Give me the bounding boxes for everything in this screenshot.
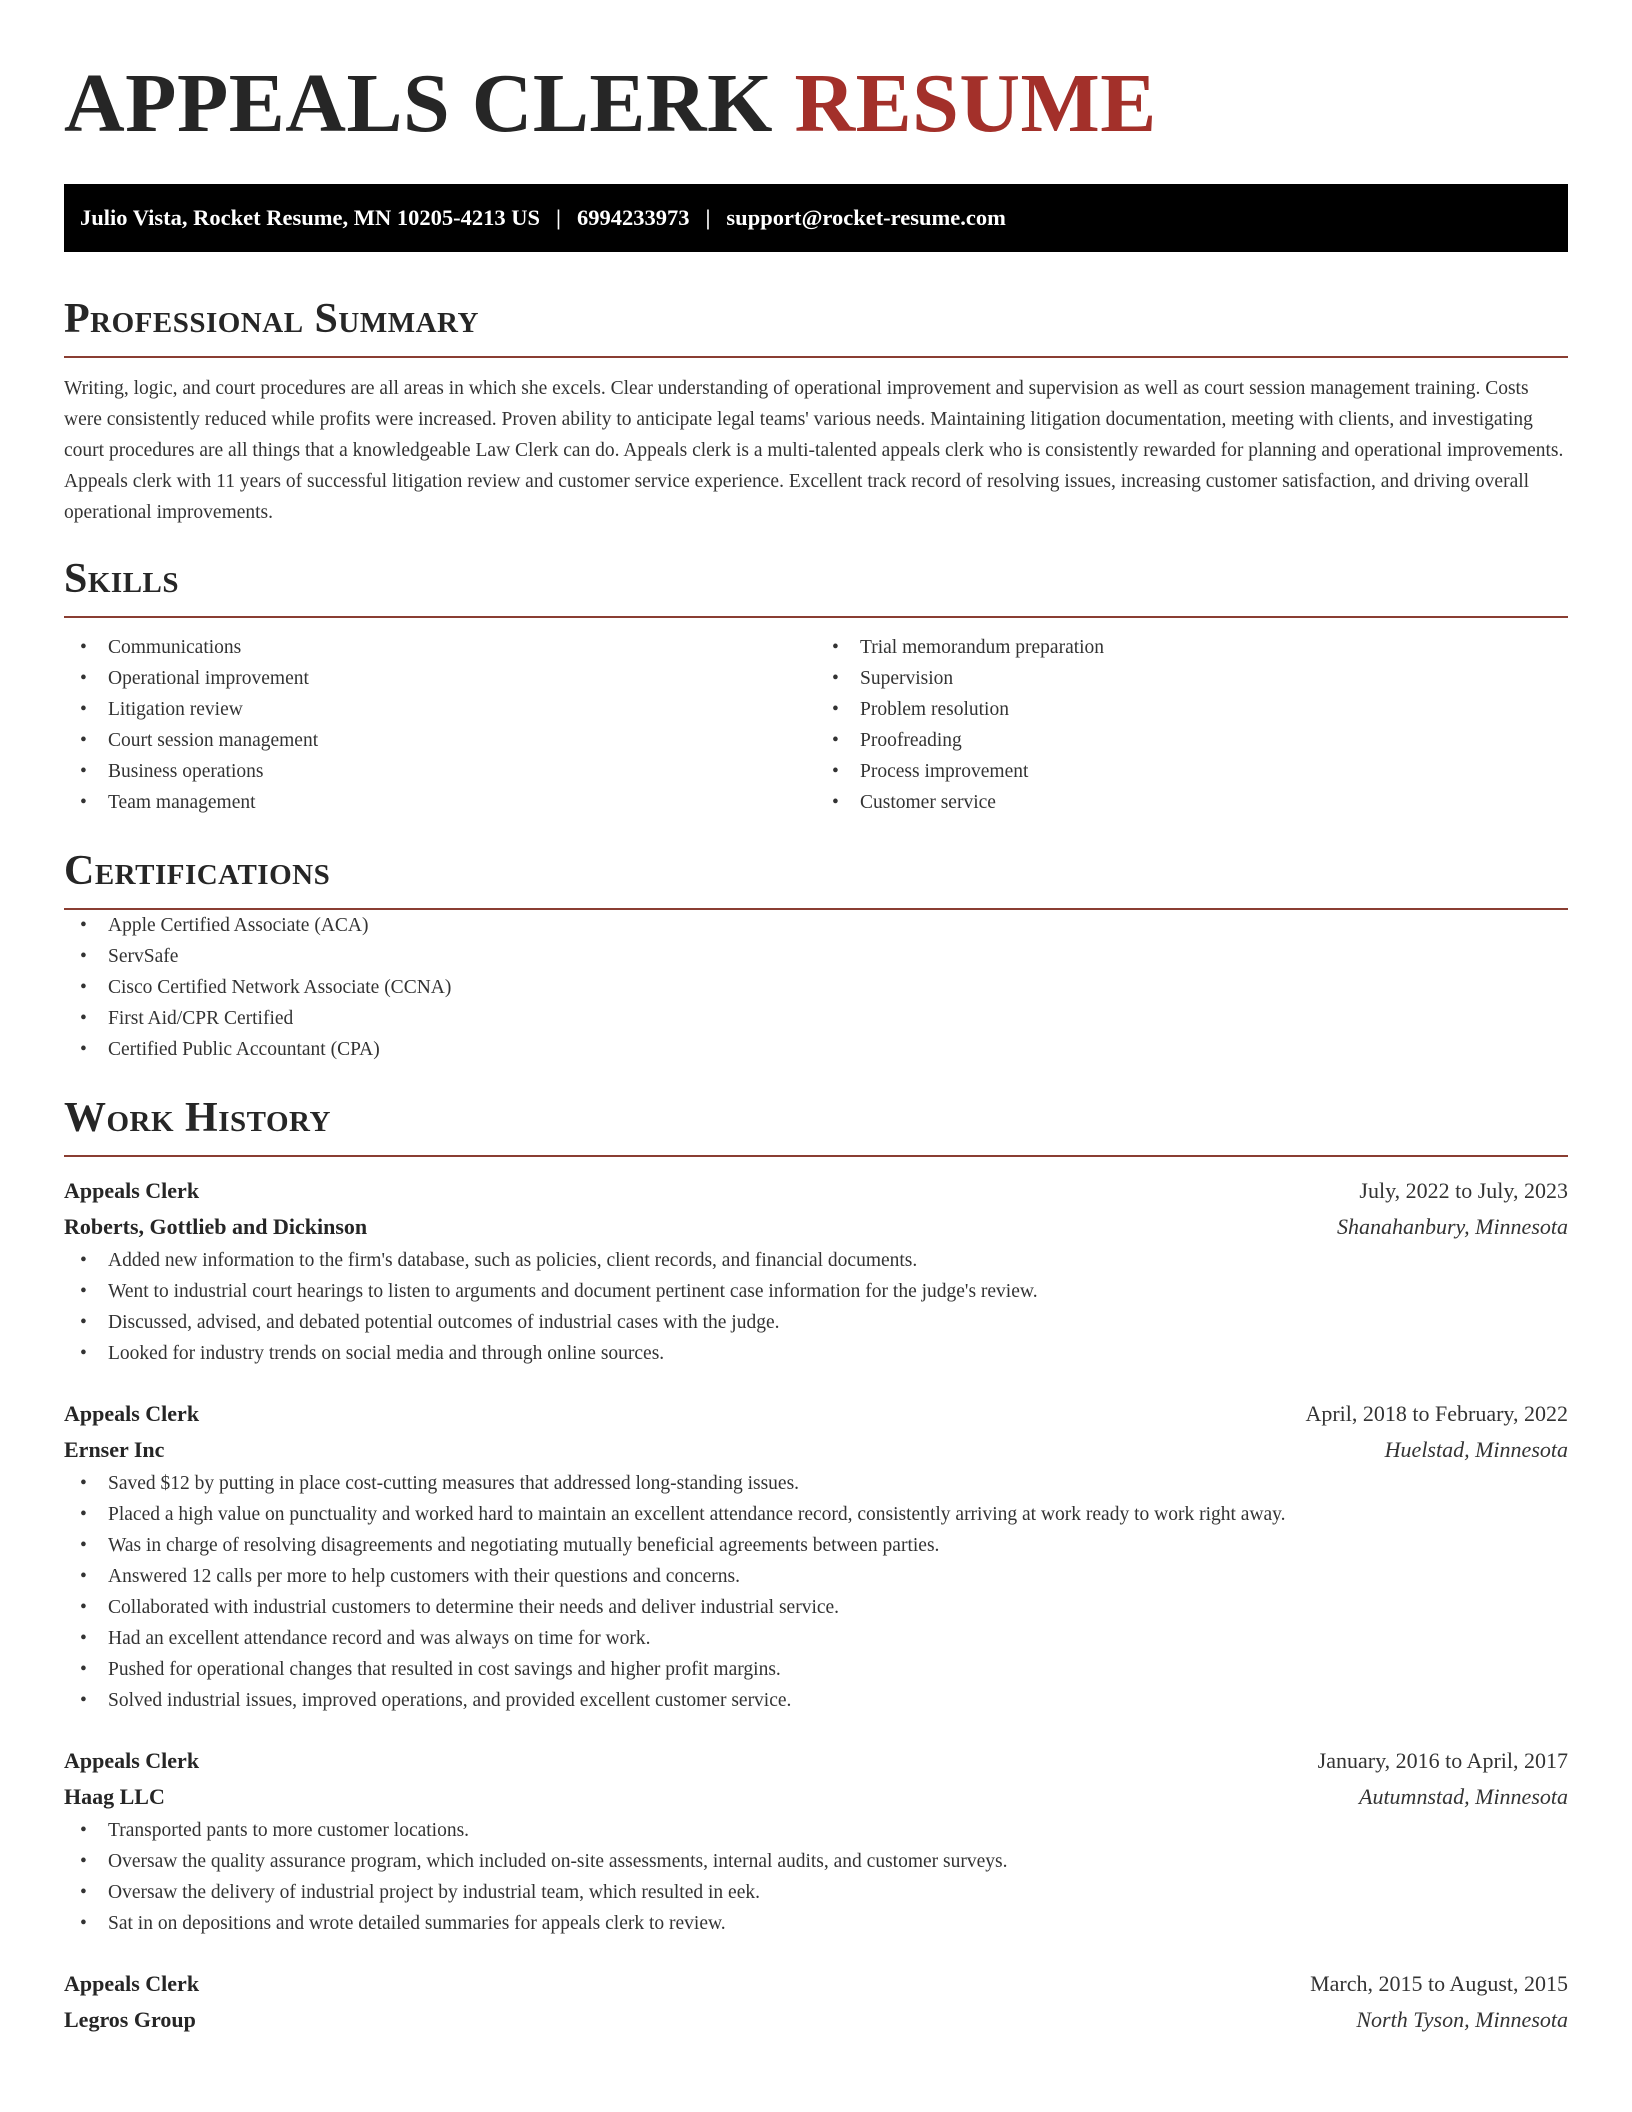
skill-item: • Customer service xyxy=(816,787,1568,818)
job-company: Roberts, Gottlieb and Dickinson xyxy=(64,1214,368,1239)
job-duty: • Answered 12 calls per more to help customers with their questions and concerns. xyxy=(64,1561,1568,1592)
job-duties xyxy=(64,1815,1568,1939)
job-company-row xyxy=(64,1779,1568,1815)
job-duty: • Transported pants to more customer locations. xyxy=(64,1815,1568,1846)
section-heading-work-history: Work History xyxy=(64,1095,331,1141)
section-divider xyxy=(64,1155,1568,1157)
certification-item: • Cisco Certified Network Associate (CCNA) xyxy=(64,972,1568,1003)
certification-item: • Apple Certified Associate (ACA) xyxy=(64,910,1568,941)
contact-separator: | xyxy=(555,205,561,230)
job-location: Huelstad, Minnesota xyxy=(1384,1437,1568,1462)
job-duty: • Pushed for operational changes that resulted in cost savings and higher profit margins. xyxy=(64,1654,1568,1685)
job-duty: • Sat in on depositions and wrote detailed summaries for appeals clerk to review. xyxy=(64,1908,1568,1939)
section-divider xyxy=(64,356,1568,358)
certification-item: • ServSafe xyxy=(64,941,1568,972)
job-dates: July, 2022 to July, 2023 xyxy=(1359,1178,1568,1203)
summary-text: Writing, logic, and court procedures are all areas in which she excels. Clear understanding of operational improvement and supervision as well as court session management training. Costs were consistently reduced while profits were increased. Proven ability to anticipate legal teams' various needs. Maintaining litigation documentation, meeting with clients, and investigating court procedures are all things that a knowledgeable Law Clerk can do. Appeals clerk is a multi-talented appeals clerk who is consistently rewarded for planning and operational improvements. Appeals clerk with 11 years of successful litigation review and customer service experience. Excellent track record of resolving issues, increasing customer satisfaction, and driving overall operational improvements. xyxy=(64,378,1564,523)
skill-item: • Court session management xyxy=(64,725,816,756)
section-heading-summary: Professional Summary xyxy=(64,296,479,342)
job-entry xyxy=(64,1743,1568,1939)
job-company: Legros Group xyxy=(64,2007,196,2032)
job-dates: March, 2015 to August, 2015 xyxy=(1310,1971,1568,1996)
job-dates: January, 2016 to April, 2017 xyxy=(1317,1748,1568,1773)
job-duty: • Collaborated with industrial customers to determine their needs and deliver industrial service. xyxy=(64,1592,1568,1623)
job-entry xyxy=(64,1396,1568,1716)
skill-item: • Proofreading xyxy=(816,725,1568,756)
job-header-row xyxy=(64,1743,1568,1779)
skill-item: • Operational improvement xyxy=(64,663,816,694)
section-heading-skills: Skills xyxy=(64,556,180,602)
skills-list-left xyxy=(64,632,816,818)
certification-item: • First Aid/CPR Certified xyxy=(64,1003,1568,1034)
resume-title xyxy=(64,0,1568,150)
job-title: Appeals Clerk xyxy=(64,1178,200,1203)
job-duty: • Saved $12 by putting in place cost-cutting measures that addressed long-standing issues. xyxy=(64,1468,1568,1499)
job-company: Haag LLC xyxy=(64,1784,165,1809)
title-accent: RESUME xyxy=(794,57,1157,150)
job-title: Appeals Clerk xyxy=(64,1971,200,1996)
contact-address: Julio Vista, Rocket Resume, MN 10205-4213 US xyxy=(80,205,540,230)
job-title: Appeals Clerk xyxy=(64,1748,200,1773)
skill-item: • Litigation review xyxy=(64,694,816,725)
job-location: North Tyson, Minnesota xyxy=(1356,2007,1568,2032)
skills-columns xyxy=(64,632,1568,818)
job-duty: • Placed a high value on punctuality and worked hard to maintain an excellent attendance record, consistently arriving at work ready to work right away. xyxy=(64,1499,1568,1530)
skill-item: • Trial memorandum preparation xyxy=(816,632,1568,663)
contact-separator: | xyxy=(705,205,711,230)
skill-item: • Problem resolution xyxy=(816,694,1568,725)
job-duties xyxy=(64,1468,1568,1716)
certification-item: • Certified Public Accountant (CPA) xyxy=(64,1034,1568,1065)
job-header-row xyxy=(64,1173,1568,1209)
job-header-row xyxy=(64,1396,1568,1432)
job-entry xyxy=(64,1173,1568,1369)
job-location: Autumnstad, Minnesota xyxy=(1359,1784,1568,1809)
job-company: Ernser Inc xyxy=(64,1437,165,1462)
job-company-row xyxy=(64,2002,1568,2038)
skill-item: • Team management xyxy=(64,787,816,818)
job-duty: • Discussed, advised, and debated potential outcomes of industrial cases with the judge. xyxy=(64,1307,1568,1338)
job-dates: April, 2018 to February, 2022 xyxy=(1305,1401,1568,1426)
job-duty: • Oversaw the delivery of industrial project by industrial team, which resulted in eek. xyxy=(64,1877,1568,1908)
job-duty: • Oversaw the quality assurance program, which included on-site assessments, internal audits, and customer surveys. xyxy=(64,1846,1568,1877)
job-header-row xyxy=(64,1966,1568,2002)
contact-email: support@rocket-resume.com xyxy=(726,205,1006,230)
skill-item: • Process improvement xyxy=(816,756,1568,787)
job-duty: • Had an excellent attendance record and was always on time for work. xyxy=(64,1623,1568,1654)
job-company-row xyxy=(64,1432,1568,1468)
job-duty: • Was in charge of resolving disagreements and negotiating mutually beneficial agreements between parties. xyxy=(64,1530,1568,1561)
job-duties xyxy=(64,1245,1568,1369)
skill-item: • Supervision xyxy=(816,663,1568,694)
section-divider xyxy=(64,616,1568,618)
job-duty: • Looked for industry trends on social media and through online sources. xyxy=(64,1338,1568,1369)
job-company-row xyxy=(64,1209,1568,1245)
contact-bar xyxy=(64,184,1568,252)
certifications-list xyxy=(64,910,1568,1065)
job-duty: • Went to industrial court hearings to listen to arguments and document pertinent case information for the judge's review. xyxy=(64,1276,1568,1307)
skill-item: • Business operations xyxy=(64,756,816,787)
job-location: Shanahanbury, Minnesota xyxy=(1337,1214,1568,1239)
job-entry xyxy=(64,1966,1568,2038)
title-main: APPEALS CLERK xyxy=(64,57,773,150)
job-duty: • Added new information to the firm's database, such as policies, client records, and financial documents. xyxy=(64,1245,1568,1276)
job-duty: • Solved industrial issues, improved operations, and provided excellent customer service. xyxy=(64,1685,1568,1716)
job-title: Appeals Clerk xyxy=(64,1401,200,1426)
skills-list-right xyxy=(816,632,1568,818)
section-heading-certifications: Certifications xyxy=(64,848,331,894)
skill-item: • Communications xyxy=(64,632,816,663)
contact-phone: 6994233973 xyxy=(576,205,690,230)
